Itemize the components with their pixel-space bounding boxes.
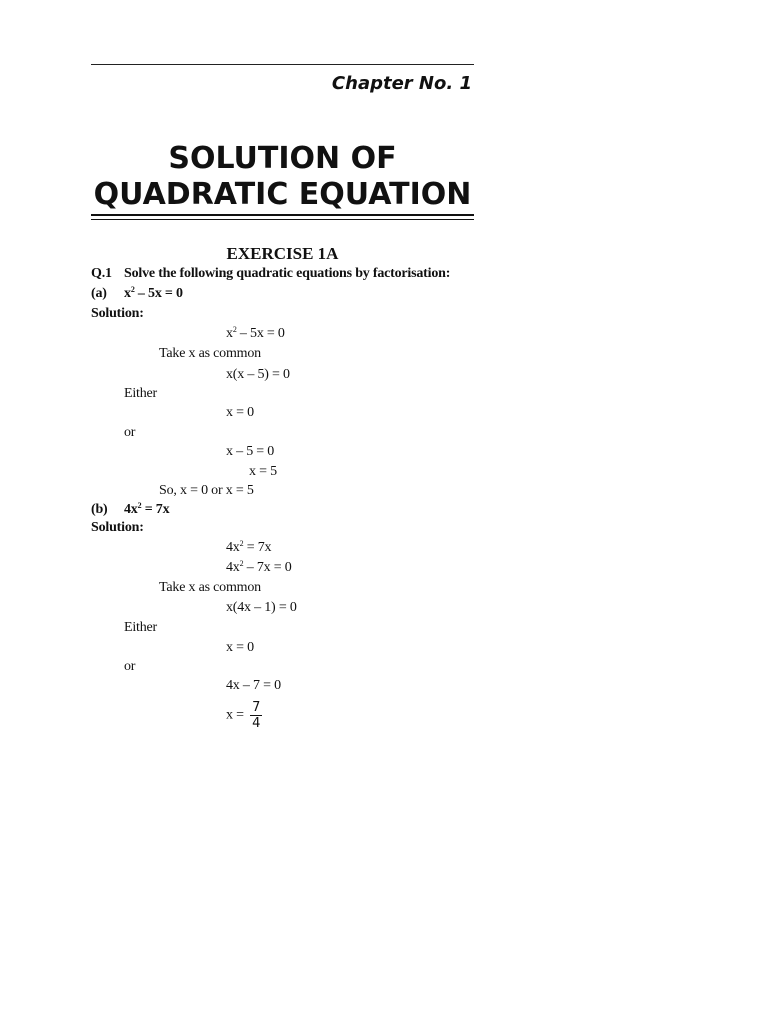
title-line-2: QUADRATIC EQUATION	[93, 177, 472, 212]
part-a-problem: $x^2 - 5x = 0$	[124, 285, 183, 301]
question-number: Q.1	[91, 266, 112, 281]
part-a-equation-5: x = 5	[249, 464, 277, 479]
part-a-solution-label: Solution:	[91, 306, 144, 321]
part-b-equation-2: $4x^2 - 7x = 0$	[226, 559, 292, 575]
part-a-equation-3: x = 0	[226, 405, 254, 420]
part-b-problem: $4x^2 = 7x$	[124, 501, 170, 517]
page-title	[91, 141, 474, 213]
fraction-denominator: 4	[252, 716, 261, 731]
part-a-conclusion: So, x = 0 or x = 5	[159, 483, 254, 498]
title-line-1: SOLUTION OF	[168, 141, 397, 176]
part-b-either: Either	[124, 620, 158, 635]
part-a-note: Take x as common	[159, 346, 261, 361]
question-text: Solve the following quadratic equations by factorisation:	[124, 266, 451, 281]
part-b-solution-label: Solution:	[91, 520, 144, 535]
part-b-eq6-lhs: x =	[226, 707, 248, 723]
header-rule	[91, 64, 474, 65]
part-a-either: Either	[124, 386, 158, 401]
exercise-heading: EXERCISE 1A	[226, 244, 339, 263]
part-a-label: (a)	[91, 286, 107, 301]
part-a-equation-2: x(x – 5) = 0	[226, 367, 290, 382]
part-b-or: or	[124, 659, 136, 674]
part-b-fraction	[250, 700, 262, 731]
title-rule-thin	[91, 219, 474, 220]
part-b-equation-4: x = 0	[226, 640, 254, 655]
part-b-note: Take x as common	[159, 580, 261, 595]
part-b-equation-6	[226, 700, 262, 731]
part-b-equation-1: $4x^2 = 7x$	[226, 539, 272, 555]
chapter-label: Chapter No. 1	[331, 73, 472, 94]
part-a-equation-4: x – 5 = 0	[226, 444, 275, 459]
title-rule-thick	[91, 214, 474, 216]
part-a-equation-1: $x^2 - 5x = 0$	[226, 325, 285, 341]
fraction-numerator: 7	[252, 700, 261, 715]
part-a-or: or	[124, 425, 136, 440]
part-b-equation-5: 4x – 7 = 0	[226, 678, 281, 693]
part-b-label: (b)	[91, 502, 108, 517]
part-b-equation-3: x(4x – 1) = 0	[226, 600, 297, 615]
